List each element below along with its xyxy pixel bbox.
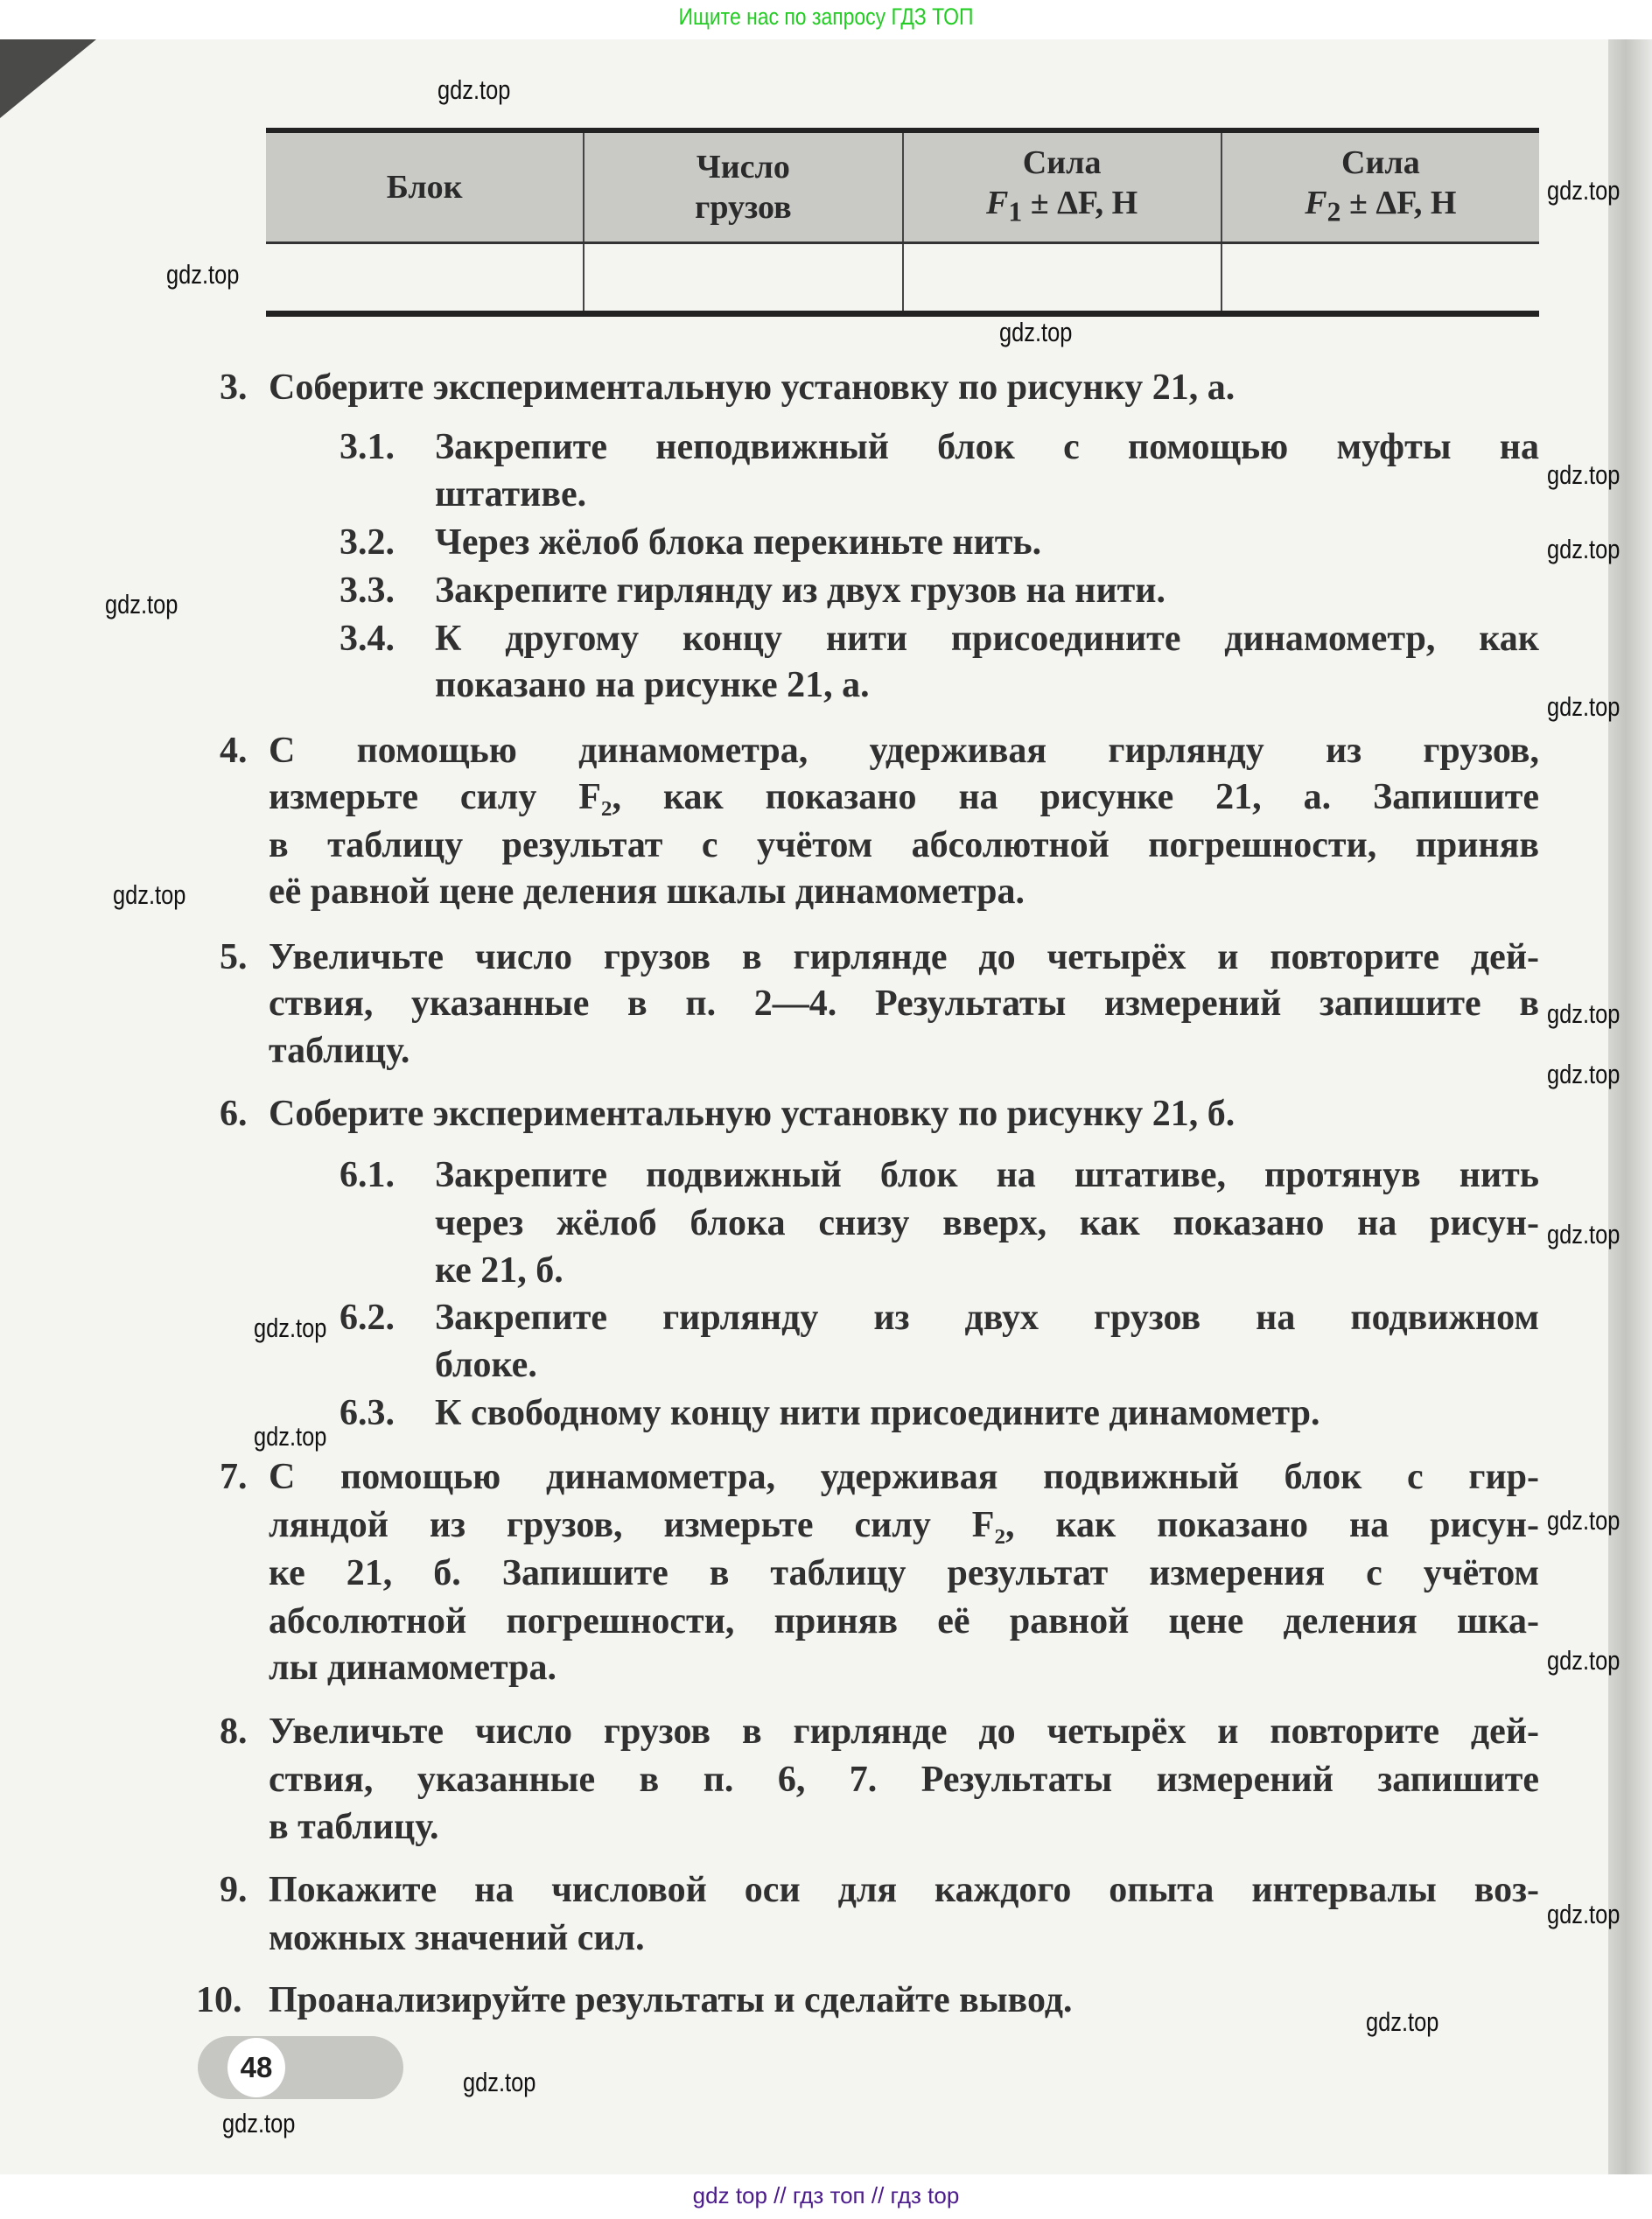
instruction-line: К другому концу нити присоедините динамометр, как <box>435 619 1539 659</box>
item-number: 6.3. <box>340 1393 395 1433</box>
search-banner[interactable]: Ищите нас по запросу ГДЗ ТОП <box>678 4 974 30</box>
instruction-line: абсолютной погрешности, приняв её равной цене деления шка- <box>269 1601 1539 1642</box>
instruction-line: штативе. <box>435 474 587 514</box>
item-number: 5. <box>220 937 248 977</box>
page-edge-shadow <box>1608 39 1652 2174</box>
watermark: gdz.top <box>113 879 186 910</box>
instruction-line: Соберите экспериментальную установку по рисунку 21, б. <box>269 1094 1236 1134</box>
item-number: 3.1. <box>340 427 395 467</box>
instruction-line: в таблицу результат с учётом абсолютной погрешности, приняв <box>269 825 1539 865</box>
table-row <box>266 244 1539 317</box>
page-number: 48 <box>228 2038 285 2097</box>
instruction-line: её равной цене деления шкалы динамометра. <box>269 872 1026 912</box>
watermark: gdz.top <box>222 2108 296 2138</box>
watermark: gdz.top <box>1547 998 1620 1029</box>
watermark: gdz.top <box>1547 1899 1620 1929</box>
instruction-line: ке 21, б. <box>435 1250 564 1291</box>
item-number: 6. <box>220 1094 248 1134</box>
instruction-line: Покажите на числовой оси для каждого опыта интервалы воз- <box>269 1870 1539 1910</box>
watermark: gdz.top <box>463 2067 536 2097</box>
formula-subscript: 1 <box>1008 196 1023 228</box>
page-corner-decoration <box>0 39 96 118</box>
instruction-line: Закрепите гирлянду из двух грузов на нити. <box>435 570 1166 611</box>
instruction-line: ствия, указанные в п. 6, 7. Результаты измерений запишите <box>269 1760 1539 1800</box>
item-number: 6.1. <box>340 1155 395 1195</box>
instruction-line: Закрепите подвижный блок на штативе, протянув нить <box>435 1155 1539 1195</box>
instruction-line: ке 21, б. Запишите в таблицу результат измерения с учётом <box>269 1553 1539 1593</box>
item-number: 6.2. <box>340 1298 395 1338</box>
watermark: gdz.top <box>1547 1059 1620 1089</box>
formula-rest: ± ΔF, Н <box>1340 184 1457 221</box>
watermark: gdz.top <box>1547 459 1620 490</box>
header-label: Сила <box>1022 144 1102 181</box>
results-table <box>266 128 1539 317</box>
instruction-line: С помощью динамометра, удерживая подвижный блок с гир- <box>269 1457 1539 1497</box>
watermark: gdz.top <box>1547 691 1620 722</box>
watermark: gdz.top <box>166 259 240 290</box>
instruction-line: измерьте силу F₂, как показано на рисунке 21, а. Запишите <box>269 777 1539 817</box>
instruction-line: Увеличьте число грузов в гирлянде до четырёх и повторите дей- <box>269 1712 1539 1752</box>
item-number: 3.4. <box>340 619 395 659</box>
item-number: 10. <box>196 1980 242 2020</box>
table-cell <box>902 244 1221 311</box>
item-number: 7. <box>220 1457 248 1497</box>
header-block <box>266 133 583 242</box>
instruction-line: показано на рисунке 21, а. <box>435 665 870 705</box>
instruction-line: Проанализируйте результаты и сделайте вывод. <box>269 1980 1073 2020</box>
instruction-line: можных значений сил. <box>269 1918 645 1958</box>
instruction-line: через жёлоб блока снизу вверх, как показано на рисун- <box>435 1203 1539 1243</box>
instruction-line: К свободному концу нити присоедините динамометр. <box>435 1393 1320 1433</box>
formula-symbol: F <box>986 184 1009 221</box>
formula <box>986 183 1138 233</box>
watermark: gdz.top <box>1547 1505 1620 1536</box>
watermark: gdz.top <box>1547 1645 1620 1676</box>
item-number: 3.2. <box>340 522 395 563</box>
header-force1 <box>902 133 1221 242</box>
header-label: грузов <box>695 189 792 226</box>
table-cell <box>266 244 583 311</box>
instruction-line: С помощью динамометра, удерживая гирлянду из грузов, <box>269 731 1539 771</box>
item-number: 3. <box>220 368 248 408</box>
instruction-line: Увеличьте число грузов в гирлянде до четырёх и повторите дей- <box>269 937 1539 977</box>
header-force2 <box>1221 133 1539 242</box>
header-label: Сила <box>1341 144 1420 181</box>
formula <box>1305 183 1456 233</box>
table-cell <box>583 244 901 311</box>
watermark: gdz.top <box>254 1312 327 1343</box>
footer-links[interactable]: gdz top // гдз топ // гдз top <box>692 2182 960 2208</box>
formula-rest: ± ΔF, Н <box>1022 184 1138 221</box>
instruction-line: лы динамометра. <box>269 1648 557 1688</box>
header-count <box>583 133 901 242</box>
formula-subscript: 2 <box>1326 196 1341 228</box>
watermark: gdz.top <box>1547 1219 1620 1250</box>
instruction-line: блоке. <box>435 1345 537 1385</box>
watermark: gdz.top <box>999 317 1073 347</box>
table-cell <box>1221 244 1539 311</box>
instruction-line: Закрепите неподвижный блок с помощью муфты на <box>435 427 1539 467</box>
watermark: gdz.top <box>1366 2006 1439 2037</box>
watermark: gdz.top <box>438 74 511 105</box>
instruction-line: ляндой из грузов, измерьте силу F₂, как показано на рисун- <box>269 1505 1539 1545</box>
formula-symbol: F <box>1305 184 1327 221</box>
instruction-line: ствия, указанные в п. 2—4. Результаты измерений запишите в <box>269 984 1539 1024</box>
instruction-line: Через жёлоб блока перекиньте нить. <box>435 522 1042 563</box>
watermark: gdz.top <box>1547 534 1620 564</box>
instruction-line: Соберите экспериментальную установку по рисунку 21, а. <box>269 368 1236 408</box>
instruction-line: таблицу. <box>269 1031 410 1071</box>
item-number: 3.3. <box>340 570 395 611</box>
instruction-line: в таблицу. <box>269 1807 439 1847</box>
item-number: 9. <box>220 1870 248 1910</box>
watermark: gdz.top <box>105 589 178 620</box>
item-number: 4. <box>220 731 248 771</box>
table-header-row <box>266 128 1539 244</box>
header-label: Число <box>696 149 790 186</box>
watermark: gdz.top <box>254 1421 327 1452</box>
page-number-badge <box>198 2036 403 2099</box>
item-number: 8. <box>220 1712 248 1752</box>
instruction-line: Закрепите гирлянду из двух грузов на подвижном <box>435 1298 1539 1338</box>
watermark: gdz.top <box>1547 175 1620 206</box>
header-label: Блок <box>386 169 463 206</box>
